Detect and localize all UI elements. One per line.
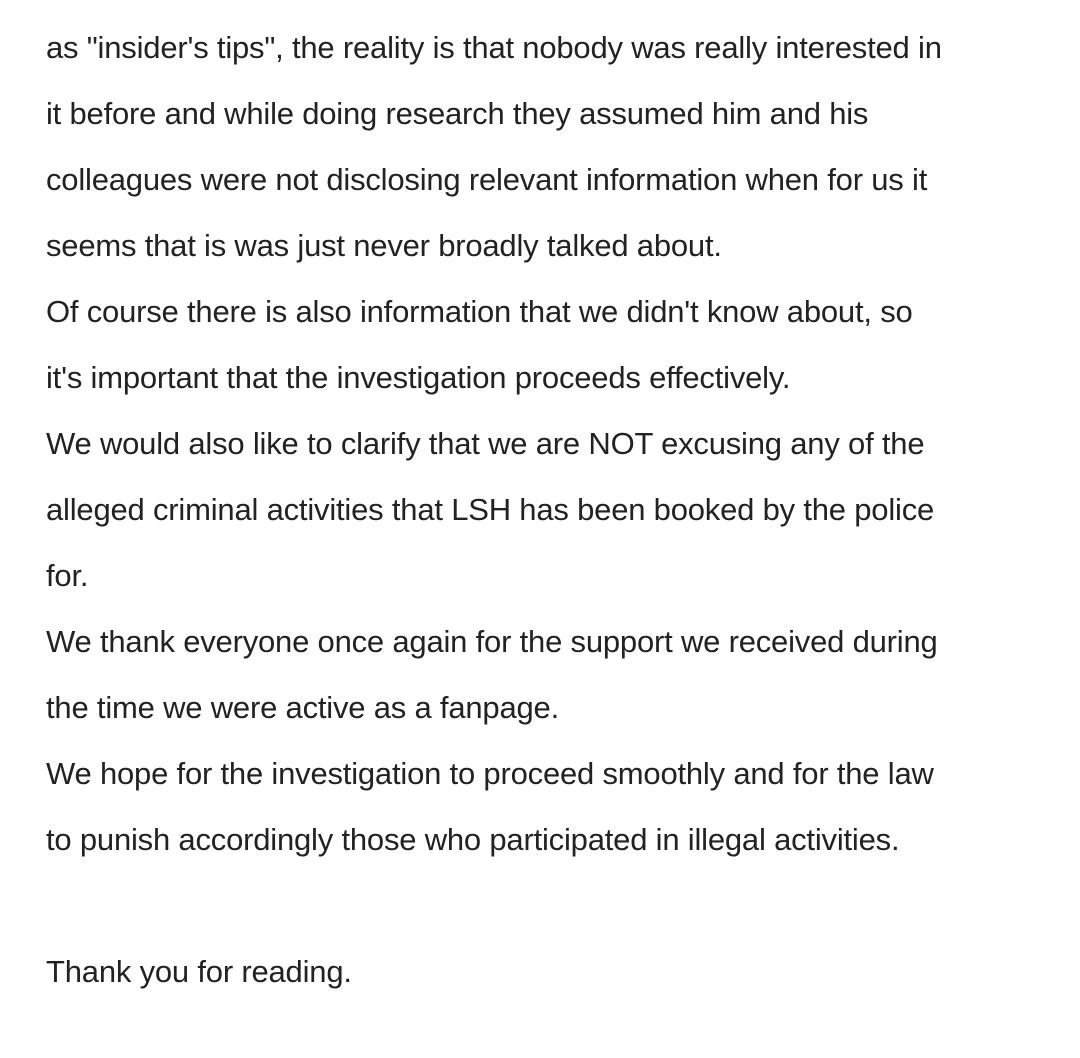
text-line: it's important that the investigation proceeds effectively. [46, 360, 791, 395]
text-line: We hope for the investigation to proceed smoothly and for the law [46, 756, 934, 791]
text-line: alleged criminal activities that LSH has been booked by the police [46, 492, 935, 527]
text-line: We would also like to clarify that we are NOT excusing any of the [46, 426, 925, 461]
text-line: We thank everyone once again for the support we received during [46, 624, 938, 659]
text-line: colleagues were not disclosing relevant information when for us it [46, 162, 928, 197]
text-line: seems that is was just never broadly talked about. [46, 228, 722, 263]
text-line: as "insider's tips", the reality is that nobody was really interested in [46, 30, 942, 65]
text-line: the time we were active as a fanpage. [46, 690, 560, 725]
text-line: to punish accordingly those who participated in illegal activities. [46, 822, 900, 857]
text-line: Of course there is also information that we didn't know about, so [46, 294, 913, 329]
closing-line: Thank you for reading. [46, 954, 352, 989]
text-line: for. [46, 558, 89, 593]
text-line: it before and while doing research they assumed him and his [46, 96, 869, 131]
